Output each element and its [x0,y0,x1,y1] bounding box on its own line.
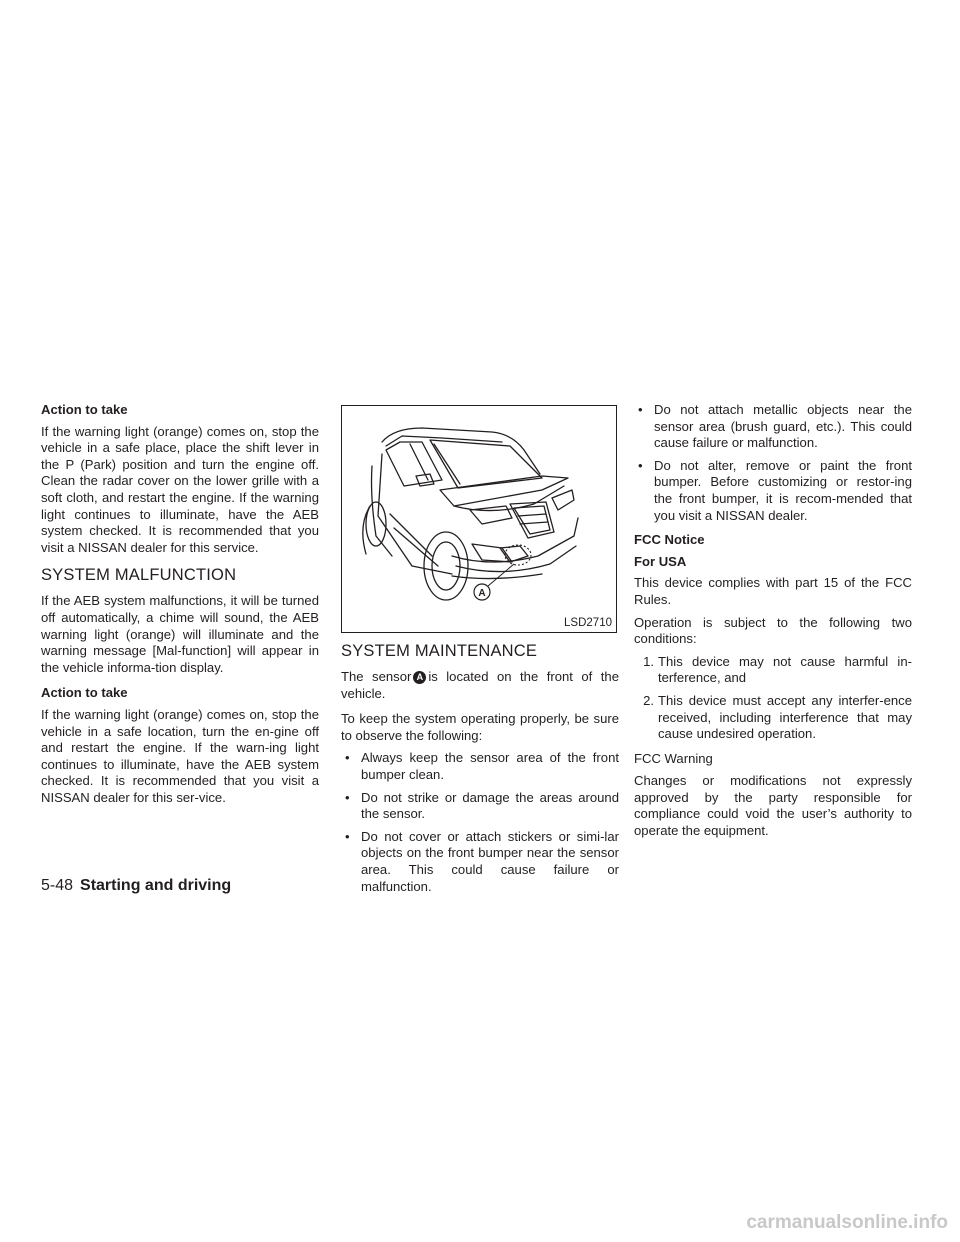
sensor-callout-icon: A [413,671,426,684]
bullet-icon: • [638,402,643,417]
page-footer [41,876,231,896]
malfunction-heading: SYSTEM MALFUNCTION [41,566,237,585]
fcc-notice-heading: FCC Notice [634,532,705,548]
vehicle-illustration [342,406,616,632]
conditions-paragraph: Operation is subject to the following two conditions: [634,614,912,647]
list-item-text: This device may not cause harmful in-terference, and [658,653,912,686]
section-title: Starting and driving [80,877,232,894]
figure-code: LSD2710 [564,617,612,629]
bullet-icon: • [345,750,350,766]
list-item [341,829,619,895]
action-paragraph: If the warning light (orange) comes on, stop the vehicle in a safe place, place the shift lever in the P (Park) position and turn the engine off. Clean the radar cover on the lower grille with a soft cloth, and restart the engine. If the warning light continues to illuminate, have the AEB system checked. It is recommended that you visit a NISSAN dealer for this service. [41,423,319,555]
list-item-text: Do not alter, remove or paint the front bumper. Before customizing or restor-ing the front bumper, it is recom-mended that you visit a NISSAN dealer. [654,457,912,523]
observe-paragraph: To keep the system operating properly, be sure to observe the following: [341,711,619,743]
vehicle-sensor-figure [341,405,617,633]
action-paragraph-2: If the warning light (orange) comes on, stop the vehicle in a safe location, turn the en-gine off and restart the engine. If the warn-ing light continues to illuminate, have the AEB system checked. It is recommended that you visit a NISSAN dealer for this ser-vice. [41,706,319,805]
watermark: carmanualsonline.info [746,1212,948,1233]
list-item-text: Do not cover or attach stickers or simi-lar objects on the front bumper near the sensor area. This could cause failure or malfunction. [361,828,619,894]
comply-paragraph: This device complies with part 15 of the FCC Rules. [634,575,912,607]
list-item-text: Do not strike or damage the areas around the sensor. [361,789,619,822]
list-item [341,790,619,823]
page-number: 5-48 [41,877,74,894]
bullet-icon: • [345,789,350,805]
list-item [634,654,912,687]
list-item [341,750,619,783]
sensor-paragraph [341,669,619,702]
list-item-text: Always keep the sensor area of the front bumper clean. [361,750,619,782]
bullet-icon: • [638,457,643,473]
list-number: 1. [643,653,654,669]
conditions-list [634,654,912,743]
maintenance-heading: SYSTEM MAINTENANCE [341,642,538,660]
sensor-text-before: The sensor [341,669,412,684]
column-1 [41,402,319,815]
maintenance-list-continued [634,402,912,524]
fcc-warning-heading: FCC Warning [634,750,713,766]
action-heading: Action to take [41,402,128,417]
maintenance-list [341,750,619,895]
column-3 [634,402,912,849]
list-number: 2. [643,692,654,708]
list-item [634,402,912,452]
list-item-text: Do not attach metallic objects near the sensor area (brush guard, etc.). This could cause failure or malfunction. [654,402,912,451]
malfunction-paragraph: If the AEB system malfunctions, it will be turned off automatically, a chime will sound, the AEB warning light (orange) will illuminate and the warning message [Mal-function] will appear in the vehicle informa-tion display. [41,593,319,675]
bullet-icon: • [345,828,350,844]
sensor-text-after: is located on the front of the vehicle. [341,669,619,701]
column-2 [341,402,619,903]
list-item [634,458,912,524]
figure-callout-label: A [478,588,486,599]
list-item [634,693,912,743]
fcc-warning-paragraph: Changes or modifications not expressly approved by the party responsible for compliance could void the user’s authority to operate the equipment. [634,773,912,839]
action-heading-2: Action to take [41,685,128,701]
list-item-text: This device must accept any interfer-ence received, including interference that may cause undesired operation. [658,692,912,742]
usa-heading: For USA [634,553,687,569]
